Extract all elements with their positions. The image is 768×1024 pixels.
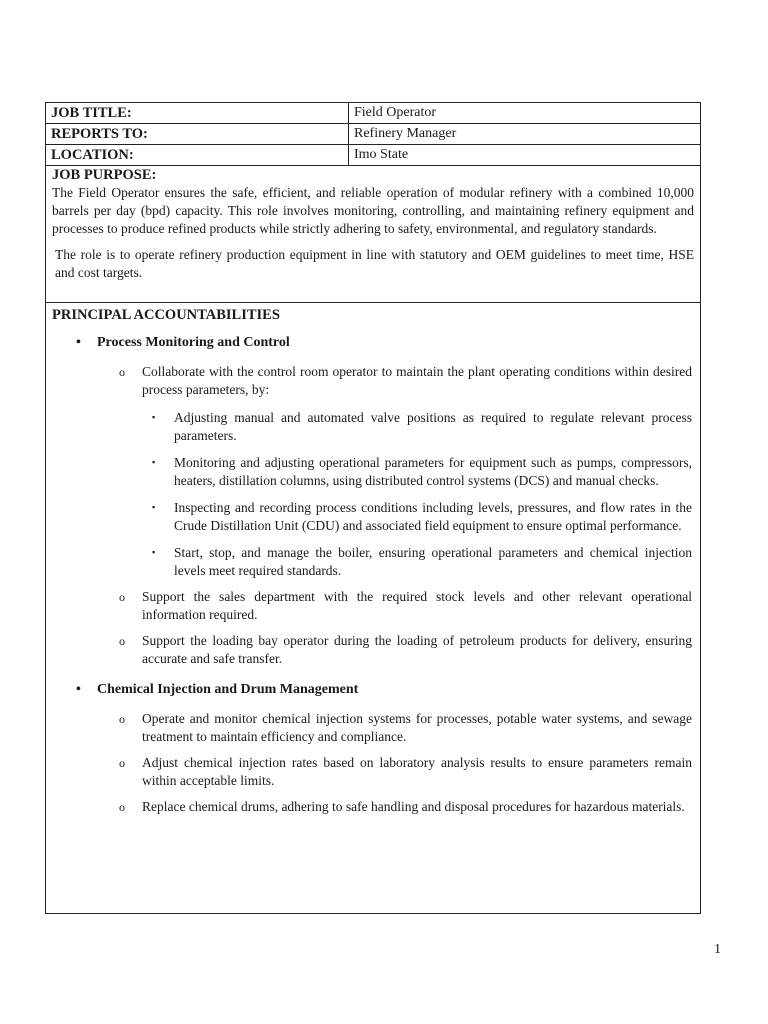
sub-list-item-text: Start, stop, and manage the boiler, ensuring operational parameters and chemical injection levels meet required standards. xyxy=(174,545,692,578)
bullet-marker: • xyxy=(76,682,81,697)
location-label: LOCATION: xyxy=(46,145,349,166)
job-purpose-paragraph: The role is to operate refinery production equipment in line with statutory and OEM guidelines to meet time, HSE and cost targets. xyxy=(55,247,694,280)
bullet-marker: ▪ xyxy=(152,412,156,422)
job-purpose-paragraph: The Field Operator ensures the safe, efficient, and reliable operation of modular refinery with a combined 10,000 barrels per day (bpd) capacity. This role involves monitoring, controlling, and maintaining refinery equipment and processes to produce refined products while strictly adhering to safety, environmental, and regulatory standards. xyxy=(52,185,694,236)
page-number: 1 xyxy=(714,942,721,957)
list-item xyxy=(52,710,692,746)
reports-to-label: REPORTS TO: xyxy=(46,124,349,145)
section-heading xyxy=(52,333,692,353)
accountabilities-section xyxy=(45,303,701,914)
list-item-text: Collaborate with the control room operator to maintain the plant operating conditions within desired process parameters, by: xyxy=(142,364,692,397)
list-item-text: Support the sales department with the required stock levels and other relevant operational information required. xyxy=(142,589,692,622)
sub-list-item xyxy=(52,409,692,445)
list-item xyxy=(52,754,692,790)
bullet-marker: • xyxy=(76,335,81,350)
bullet-marker: o xyxy=(119,756,125,770)
list-item xyxy=(52,798,692,816)
list-item xyxy=(52,363,692,399)
location-value: Imo State xyxy=(349,145,701,166)
bullet-marker: o xyxy=(119,634,125,648)
sub-list-item xyxy=(52,499,692,535)
header-row xyxy=(46,145,701,166)
bullet-marker: o xyxy=(119,712,125,726)
list-item-text: Support the loading bay operator during the loading of petroleum products for delivery, ensuring accurate and safe transfer. xyxy=(142,633,692,666)
section-heading xyxy=(52,680,692,700)
bullet-marker: o xyxy=(119,800,125,814)
job-purpose-section xyxy=(45,166,701,303)
bullet-marker: ▪ xyxy=(152,502,156,512)
header-row xyxy=(46,124,701,145)
list-item xyxy=(52,632,692,668)
sub-list-item-text: Inspecting and recording process conditions including levels, pressures, and flow rates in the Crude Distillation Unit (CDU) and associated field equipment to ensure optimal performance. xyxy=(174,500,692,533)
header-row xyxy=(46,103,701,124)
job-description-page xyxy=(45,102,701,914)
accountabilities-heading: PRINCIPAL ACCOUNTABILITIES xyxy=(52,307,280,323)
sub-list-item-text: Adjusting manual and automated valve positions as required to regulate relevant process parameters. xyxy=(174,410,692,443)
bullet-marker: o xyxy=(119,365,125,379)
sub-list-item xyxy=(52,454,692,490)
bullet-marker: ▪ xyxy=(152,457,156,467)
job-purpose-heading: JOB PURPOSE: xyxy=(52,167,157,183)
sub-list-item-text: Monitoring and adjusting operational parameters for equipment such as pumps, compressors, heaters, distillation columns, using distributed control systems (DCS) and manual checks. xyxy=(174,455,692,488)
list-item-text: Operate and monitor chemical injection systems for processes, potable water systems, and sewage treatment to maintain efficiency and compliance. xyxy=(142,711,692,744)
bullet-marker: o xyxy=(119,590,125,604)
job-title-label: JOB TITLE: xyxy=(46,103,349,124)
list-item-text: Adjust chemical injection rates based on laboratory analysis results to ensure parameters remain within acceptable limits. xyxy=(142,755,692,788)
section-title: Process Monitoring and Control xyxy=(97,335,290,350)
sub-list-item xyxy=(52,544,692,580)
job-title-value: Field Operator xyxy=(349,103,701,124)
reports-to-value: Refinery Manager xyxy=(349,124,701,145)
header-table xyxy=(45,102,701,166)
list-item-text: Replace chemical drums, adhering to safe handling and disposal procedures for hazardous materials. xyxy=(142,799,685,814)
section-title: Chemical Injection and Drum Management xyxy=(97,682,359,697)
bullet-marker: ▪ xyxy=(152,547,156,557)
list-item xyxy=(52,588,692,624)
